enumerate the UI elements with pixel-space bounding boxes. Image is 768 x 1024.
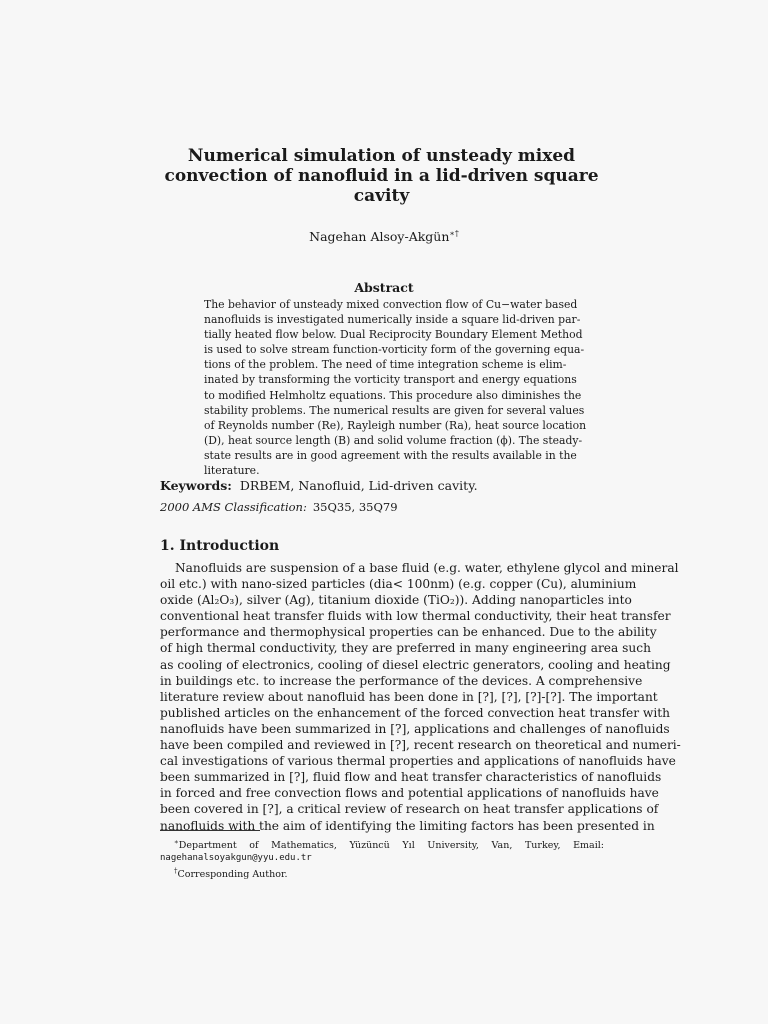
footnote-affiliation-text: Department of Mathematics, Yüzüncü Yıl University, Van, Turkey, Email: xyxy=(178,840,604,852)
footnote-corresponding xyxy=(160,865,604,881)
body-line: been covered in [?], a critical review of research on heat transfer applications of xyxy=(160,802,659,817)
abstract-line: tions of the problem. The need of time integration scheme is elim- xyxy=(204,358,567,372)
keywords-label: Keywords: xyxy=(160,478,232,493)
abstract-line: literature. xyxy=(204,464,260,478)
paper-title xyxy=(150,146,613,206)
body-line: oil etc.) with nano-sized particles (dia< 100nm) (e.g. copper (Cu), aluminium xyxy=(160,577,637,592)
footnotes xyxy=(160,836,604,881)
author-marks: ∗† xyxy=(449,229,459,238)
section-heading-introduction: 1. Introduction xyxy=(160,538,280,554)
ams-codes: 35Q35, 35Q79 xyxy=(312,500,398,514)
abstract-line: inated by transforming the vorticity transport and energy equations xyxy=(204,373,577,387)
abstract-line: state results are in good agreement with the results available in the xyxy=(204,448,577,462)
body-line: nanofluids have been summarized in [?], applications and challenges of nanofluids xyxy=(160,721,670,736)
body-line: in buildings etc. to increase the performance of the devices. A comprehensive xyxy=(160,673,643,688)
author-name: Nagehan Alsoy-Akgün xyxy=(309,229,450,245)
abstract-line: to modified Helmholtz equations. This procedure also diminishes the xyxy=(204,388,582,402)
body-line: been summarized in [?], fluid flow and heat transfer characteristics of nanofluids xyxy=(160,770,662,785)
body-line: oxide (Al₂O₃), silver (Ag), titanium dioxide (TiO₂)). Adding nanoparticles into xyxy=(160,593,632,608)
abstract-line: The behavior of unsteady mixed convection flow of Cu−water based xyxy=(204,298,578,311)
abstract-line: tially heated flow below. Dual Reciprocity Boundary Element Method xyxy=(204,328,583,342)
body-line: of high thermal conductivity, they are preferred in many engineering area such xyxy=(160,641,651,656)
footnote-mark: ∗ xyxy=(174,838,179,846)
body-line: Nanofluids are suspension of a base fluid (e.g. water, ethylene glycol and mineral xyxy=(175,561,679,575)
footnote-email: nagehanalsoyakgun@yyu.edu.tr xyxy=(160,853,312,864)
body-line: in forced and free convection flows and potential applications of nanofluids have xyxy=(160,786,659,801)
abstract-line: of Reynolds number (Re), Rayleigh number (Ra), heat source location xyxy=(204,418,587,432)
abstract-line: stability problems. The numerical results are given for several values xyxy=(204,403,585,417)
body-line: as cooling of electronics, cooling of diesel electric generators, cooling and heating xyxy=(160,657,671,672)
abstract-heading: Abstract xyxy=(354,280,414,295)
abstract-line: nanofluids is investigated numerically inside a square lid-driven par- xyxy=(204,313,581,327)
title-line: Numerical simulation of unsteady mixed xyxy=(187,146,576,166)
footnote-rule xyxy=(160,830,260,831)
body-line: cal investigations of various thermal properties and applications of nanofluids have xyxy=(160,754,676,769)
body-line: conventional heat transfer fluids with low thermal conductivity, their heat transfer xyxy=(160,609,671,624)
keywords-line xyxy=(160,478,478,493)
body-line: nanofluids with the aim of identifying the limiting factors has been presented in xyxy=(160,818,655,833)
introduction-body xyxy=(160,560,681,834)
keywords-text: DRBEM, Nanofluid, Lid-driven cavity. xyxy=(239,478,478,493)
body-line: performance and thermophysical properties can be enhanced. Due to the ability xyxy=(160,625,657,640)
footnote-affiliation xyxy=(160,836,604,852)
ams-label: 2000 AMS Classification: xyxy=(160,500,307,514)
ams-classification xyxy=(160,500,398,514)
abstract-body xyxy=(204,297,587,478)
author-line xyxy=(0,229,768,244)
body-line: have been compiled and reviewed in [?], recent research on theoretical and numeri- xyxy=(160,738,681,753)
body-line: published articles on the enhancement of the forced convection heat transfer with xyxy=(160,705,670,720)
body-line: literature review about nanofluid has been done in [?], [?], [?]-[?]. The important xyxy=(160,689,658,704)
title-line: cavity xyxy=(353,186,410,206)
footnote-mark: † xyxy=(174,867,178,876)
title-line: convection of nanofluid in a lid-driven square xyxy=(164,166,599,186)
footnote-corresponding-text: Corresponding Author. xyxy=(177,869,288,881)
abstract-line: is used to solve stream function-vorticity form of the governing equa- xyxy=(204,343,585,357)
abstract-line: (D), heat source length (B) and solid volume fraction (ϕ). The steady- xyxy=(204,433,583,447)
